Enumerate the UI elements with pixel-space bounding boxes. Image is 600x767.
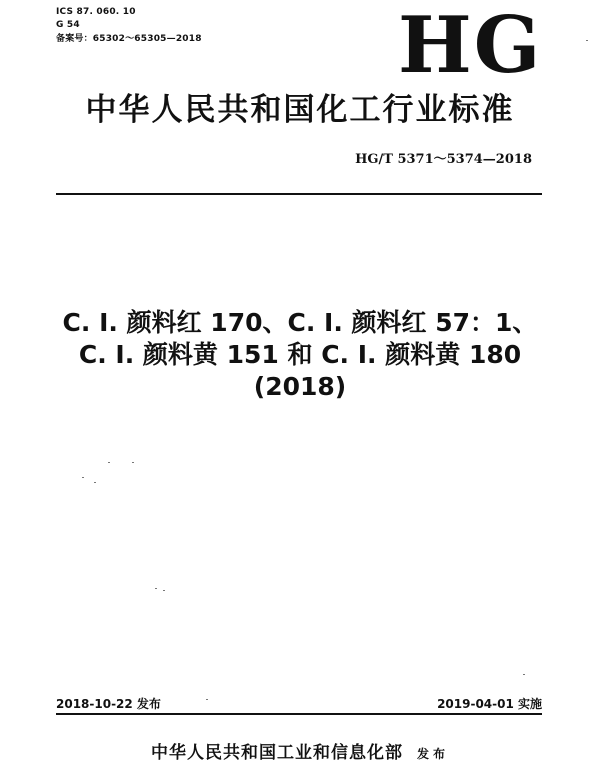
issuer-name: 中华人民共和国工业和信息化部: [150, 743, 403, 763]
issue-label: 发布: [416, 747, 449, 761]
title-line-1: C. I. 颜料红 170、C. I. 颜料红 57：1、: [62, 308, 538, 337]
release-date: 2018-10-22 发布: [56, 697, 161, 711]
standard-number: HG/T 5371～5374—2018: [355, 152, 532, 167]
scan-speck: [132, 462, 134, 463]
scan-speck: [94, 482, 96, 483]
scan-speck: [108, 462, 110, 463]
bottom-divider: [56, 713, 542, 715]
publisher-line: [0, 738, 600, 763]
ics-code: ICS 87. 060. 10: [56, 7, 136, 17]
scan-speck: [586, 40, 588, 41]
title-line-3: (2018): [253, 372, 347, 401]
implementation-date: 2019-04-01 实施: [437, 697, 542, 711]
title-line-2: C. I. 颜料黄 151 和 C. I. 颜料黄 180: [78, 340, 522, 369]
filing-number: 备案号：65302～65305—2018: [56, 34, 202, 44]
top-divider: [56, 193, 542, 195]
scan-speck: [163, 590, 165, 591]
scan-speck: [155, 588, 157, 589]
scan-speck: [82, 477, 84, 478]
scan-speck: [523, 674, 525, 675]
ccs-code: G 54: [56, 20, 80, 30]
hg-logo: HG: [398, 0, 543, 91]
scan-speck: [206, 699, 208, 700]
industry-standard-heading: 中华人民共和国化工行业标准: [85, 92, 515, 128]
